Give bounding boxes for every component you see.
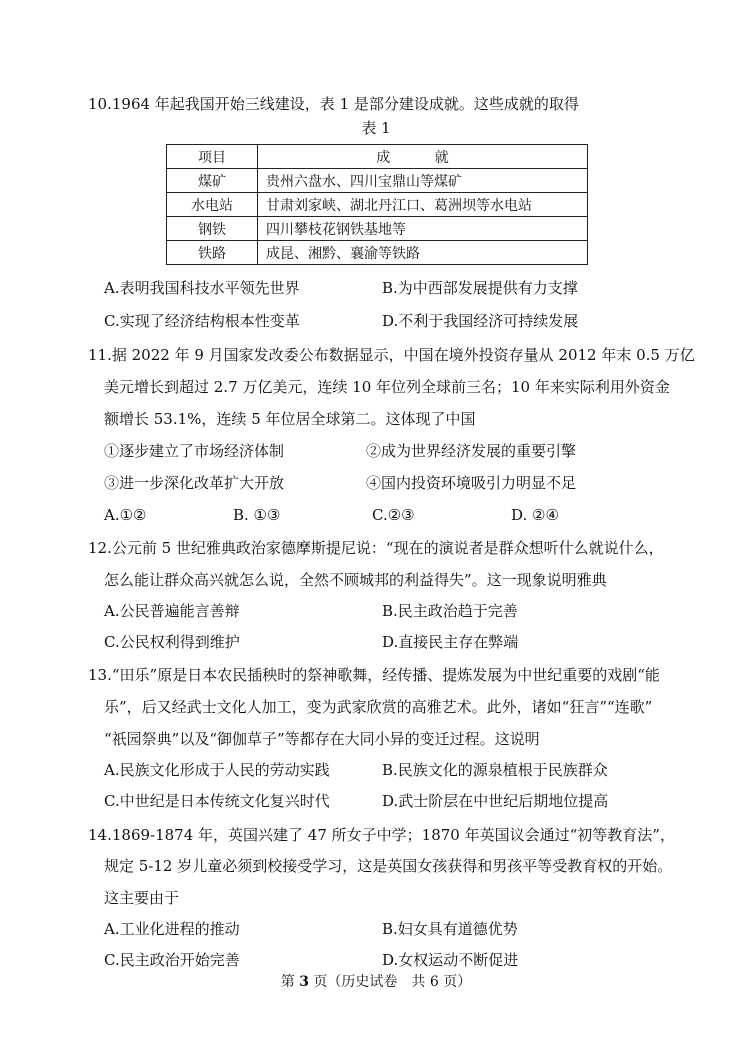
q10-option-d: D.不利于我国经济可持续发展 [382, 312, 579, 330]
q11-option-d: D. ②④ [511, 506, 559, 524]
table-cell-achievement: 四川攀枝花钢铁基地等 [258, 217, 588, 241]
table-cell-item: 煤矿 [167, 169, 258, 193]
q12-option-c: C.公民权利得到维护 [104, 633, 240, 651]
table-row [167, 193, 588, 217]
q14-stem-line-2: 规定 5-12 岁儿童必须到校接受学习，这是英国女孩获得和男孩平等受教育权的开始。 [104, 857, 673, 875]
footer-page-number: 3 [299, 974, 309, 990]
q10-stem: 10.1964 年起我国开始三线建设，表 1 是部分建设成就。这些成就的取得 [88, 95, 579, 113]
table-row [167, 217, 588, 241]
q12-option-b: B.民主政治趋于完善 [382, 602, 518, 620]
q10-option-a: A.表明我国科技水平领先世界 [104, 279, 300, 297]
q11-statement-4: ④国内投资环境吸引力明显不足 [366, 474, 577, 492]
q14-option-c: C.民主政治开始完善 [104, 951, 240, 969]
table-header-row [167, 145, 588, 169]
table-header-achievement: 成 就 [258, 145, 588, 169]
q10-option-b: B.为中西部发展提供有力支撑 [382, 279, 578, 297]
q13-option-b: B.民族文化的源泉植根于民族群众 [382, 761, 608, 779]
q11-statement-2: ②成为世界经济发展的重要引擎 [366, 442, 577, 460]
q12-option-a: A.公民普遍能言善辩 [104, 602, 240, 620]
q11-option-a: A.①② [104, 506, 147, 524]
q11-option-c: C.②③ [372, 506, 415, 524]
q13-stem-line-1: 13.“田乐”原是日本农民插秧时的祭神歌舞，经传播、提炼发展为中世纪重要的戏剧“能 [88, 666, 660, 684]
q12-stem-line-2: 怎么能让群众高兴就怎么说，全然不顾城邦的利益得失”。这一现象说明雅典 [104, 571, 607, 589]
q14-option-b: B.妇女具有道德优势 [382, 920, 518, 938]
q12-stem-line-1: 12.公元前 5 世纪雅典政治家德摩斯提尼说：“现在的演说者是群众想听什么就说什么， [88, 539, 664, 557]
q13-option-c: C.中世纪是日本传统文化复兴时代 [104, 792, 330, 810]
table-row [167, 169, 588, 193]
table-cell-item: 钢铁 [167, 217, 258, 241]
q13-option-d: D.武士阶层在中世纪后期地位提高 [382, 792, 609, 810]
table-1-caption: 表 1 [361, 119, 391, 137]
footer-suffix: 页（历史试卷 共 6 页） [308, 974, 472, 990]
table-cell-achievement: 成昆、湘黔、襄渝等铁路 [258, 241, 588, 265]
q11-stem-line-3: 额增长 53.1%，连续 5 年位居全球第二。这体现了中国 [104, 410, 476, 428]
table-cell-item: 水电站 [167, 193, 258, 217]
q11-stem-line-2: 美元增长到超过 2.7 万亿美元，连续 10 年位列全球前三名；10 年来实际利用外资金 [104, 378, 670, 396]
q14-stem-line-1: 14.1869-1874 年，英国兴建了 47 所女子中学；1870 年英国议会通过“初等教育法”， [88, 826, 675, 844]
q11-option-b: B. ①③ [233, 506, 281, 524]
q10-option-c: C.实现了经济结构根本性变革 [104, 312, 300, 330]
q11-statement-1: ①逐步建立了市场经济体制 [104, 442, 285, 460]
q14-stem-line-3: 这主要由于 [104, 889, 180, 907]
footer-prefix: 第 [280, 974, 300, 990]
q13-option-a: A.民族文化形成于人民的劳动实践 [104, 761, 330, 779]
table-cell-item: 铁路 [167, 241, 258, 265]
table-row [167, 241, 588, 265]
page-footer [0, 972, 752, 992]
table-cell-achievement: 贵州六盘水、四川宝鼎山等煤矿 [258, 169, 588, 193]
q13-stem-line-2: 乐”，后又经武士文化人加工，变为武家欣赏的高雅艺术。此外，诸如“狂言”“连歌” [104, 698, 653, 716]
q11-statement-3: ③进一步深化改革扩大开放 [104, 474, 285, 492]
table-1 [166, 144, 588, 265]
table-header-item: 项目 [167, 145, 258, 169]
table-cell-achievement: 甘肃刘家峡、湖北丹江口、葛洲坝等水电站 [258, 193, 588, 217]
q11-stem-line-1: 11.据 2022 年 9 月国家发改委公布数据显示，中国在境外投资存量从 2012 年末 0.5 万亿 [88, 346, 695, 364]
q13-stem-line-3: “祇园祭典”以及“御伽草子”等都存在大同小异的变迁过程。这说明 [104, 730, 540, 748]
q12-option-d: D.直接民主存在弊端 [382, 633, 519, 651]
q14-option-a: A.工业化进程的推动 [104, 920, 240, 938]
q14-option-d: D.女权运动不断促进 [382, 951, 519, 969]
